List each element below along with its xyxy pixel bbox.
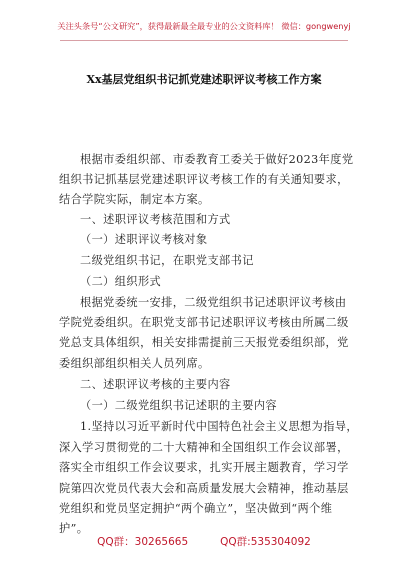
document-title: Xx基层党组织书记抓党建述职评议考核工作方案 [86,73,322,86]
body-line: 根据党委统一安排，二级党组织书记述职评议考核由 [80,296,347,309]
body-line: 深入学习贯彻党的二十大精神和全国组织工作会议部署， [59,441,349,454]
body-line: 院第四次党员代表大会和高质量发展大会精神，推动基层 [59,482,349,495]
body-line: 组织书记抓基层党建述职评议考核工作的有关通知要求， [59,173,349,186]
body-line: 根据市委组织部、市委教育工委关于做好2023年度党 [80,153,354,166]
body-line: 委组织部组织相关人员列席。 [59,357,210,370]
body-line: 护”。 [59,522,89,535]
body-line: 1.坚持以习近平新时代中国特色社会主义思想为指导， [80,420,358,433]
section-heading: 二、述职评议考核的主要内容 [80,378,231,391]
section-heading: 一、述职评议考核范围和方式 [80,213,231,226]
footer-contact [0,534,408,549]
subsection-heading: （一）述职评议考核对象 [80,233,208,246]
header-divider [60,40,348,41]
body-line: 党总支具体组织，相关安排需提前三天报党委组织部，党 [59,336,349,349]
body-line: 结合学院实际，制定本方案。 [59,193,210,206]
qq-group-1: QQ群：30265665 [97,536,189,548]
body-line: 党组织和党员坚定拥护“两个确立”，坚决做到“两个维 [59,502,333,515]
header-note: 关注头条号“公文研究”，获得最新最全最专业的公文资料库！ 微信：gongwenyj [57,21,351,31]
body-line: 二级党组织书记，在职党支部书记 [80,254,254,267]
subsection-heading: （一）二级党组织书记述职的主要内容 [80,399,277,412]
body-line: 学院党委组织。在职党支部书记述职评议考核由所属二级 [59,316,349,329]
qq-group-2: QQ群:535304092 [220,536,311,548]
subsection-heading: （二）组织形式 [80,275,162,288]
body-line: 落实全市组织工作会议要求，扎实开展主题教育，学习学 [59,461,349,474]
